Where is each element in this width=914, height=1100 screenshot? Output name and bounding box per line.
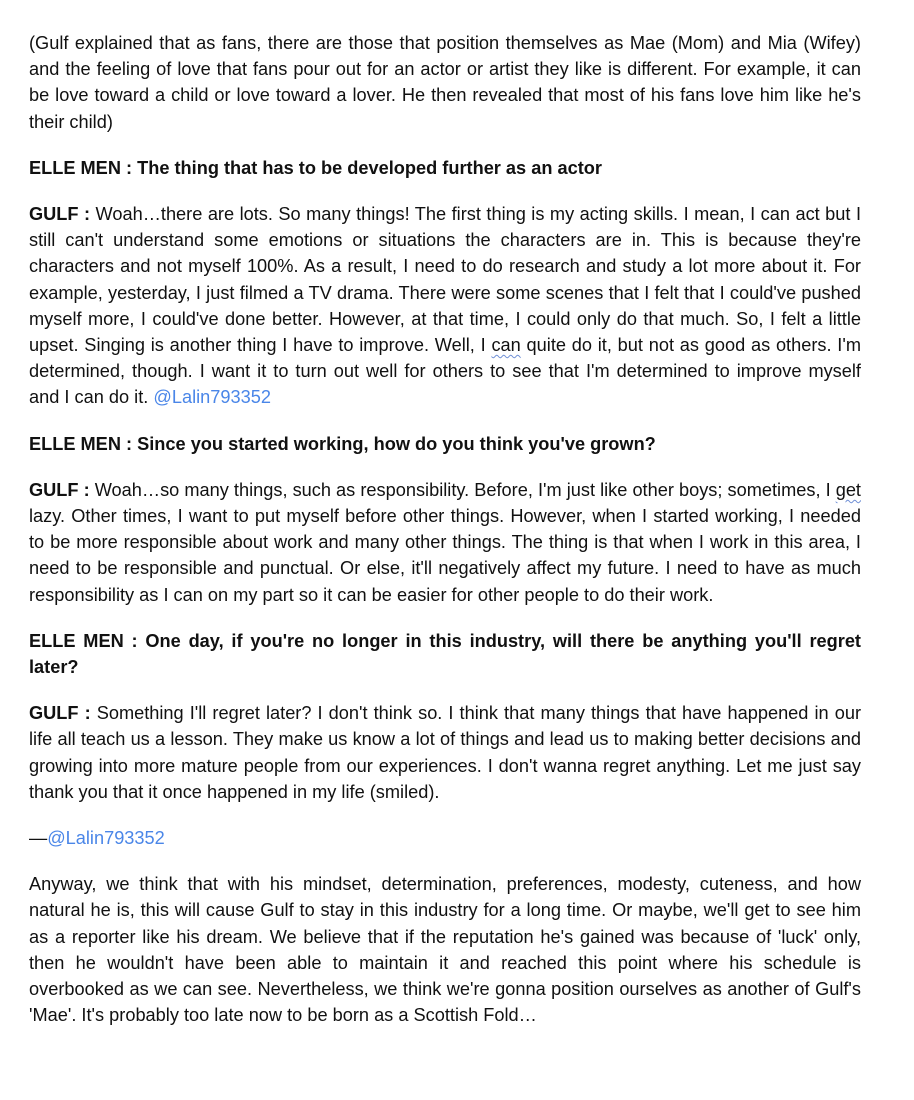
closing-paragraph: Anyway, we think that with his mindset, determination, preferences, modesty, cuteness, and how natural he is, this will cause Gulf to stay in this industry for a long time. Or maybe, we'll get to see him as a reporter like his dream. We believe that if the reputation he's gained was because of 'luck' only, then he wouldn't have been able to maintain it and reached this point where his schedule is overbooked as we can see. Nevertheless, we think we're gonna position ourselves as another of Gulf's 'Mae'. It's probably too late now to be born as a Scottish Fold…	[29, 874, 861, 1026]
question-heading-1: ELLE MEN : The thing that has to be developed further as an actor	[29, 157, 602, 178]
question-heading-3: ELLE MEN : One day, if you're no longer in this industry, will there be anything you'll regret later?	[29, 630, 861, 678]
credit-dash: —	[29, 828, 48, 849]
intro-paragraph: (Gulf explained that as fans, there are those that position themselves as Mae (Mom) and Mia (Wifey) and the feeling of love that fans pour out for an actor or artist they like is different. For example, it can be love toward a child or love toward a lover. He then revealed that most of his fans love him like he's their child)	[29, 33, 861, 132]
speaker-label: GULF :	[29, 703, 91, 724]
mention-link[interactable]: @Lalin793352	[47, 828, 165, 849]
answer-paragraph-2	[29, 477, 861, 608]
answer-paragraph-3	[29, 700, 861, 805]
mention-link[interactable]: @Lalin793352	[153, 387, 271, 408]
credit-line	[29, 825, 861, 851]
spellcheck-marked-word[interactable]: get	[835, 479, 861, 500]
speaker-label: GULF :	[29, 204, 91, 225]
speaker-label: GULF :	[29, 479, 90, 500]
answer-text: lazy. Other times, I want to put myself before other things. However, when I started working, I needed to be more responsible about work and many other things. The thing is that when I work in this area, I need to be responsible and punctual. Or else, it'll negatively affect my future. I need to have as much responsibility as I can on my part so it can be easier for other people to do their work.	[29, 506, 861, 605]
answer-text: Something I'll regret later? I don't think so. I think that many things that have happened in our life all teach us a lesson. They make us know a lot of things and lead us to making better decisions and growing into more mature people from our experiences. I don't wanna regret anything. Let me just say thank you that it once happened in my life (smiled).	[29, 703, 861, 802]
answer-paragraph-1	[29, 201, 861, 411]
answer-text: Woah…so many things, such as responsibility. Before, I'm just like other boys; sometimes, I	[89, 479, 836, 500]
document-body	[29, 30, 861, 1049]
answer-text: quite do it, but not as good as others. I'm determined, though. I want it to turn out well for others to see that I'm determined to improve myself and I can do it.	[29, 335, 861, 408]
answer-text: Woah…there are lots. So many things! The first thing is my acting skills. I mean, I can act but I still can't understand some emotions or situations the characters are in. This is because they're characters and not myself 100%. As a result, I need to do research and study a lot more about it. For example, yesterday, I just filmed a TV drama. There were some scenes that I felt that I could've pushed myself more, I could've done better. However, at that time, I could only do that much. So, I felt a little upset. Singing is another thing I have to improve. Well, I	[29, 204, 861, 356]
question-heading-2: ELLE MEN : Since you started working, how do you think you've grown?	[29, 433, 656, 454]
spellcheck-marked-word[interactable]: can	[491, 335, 521, 356]
